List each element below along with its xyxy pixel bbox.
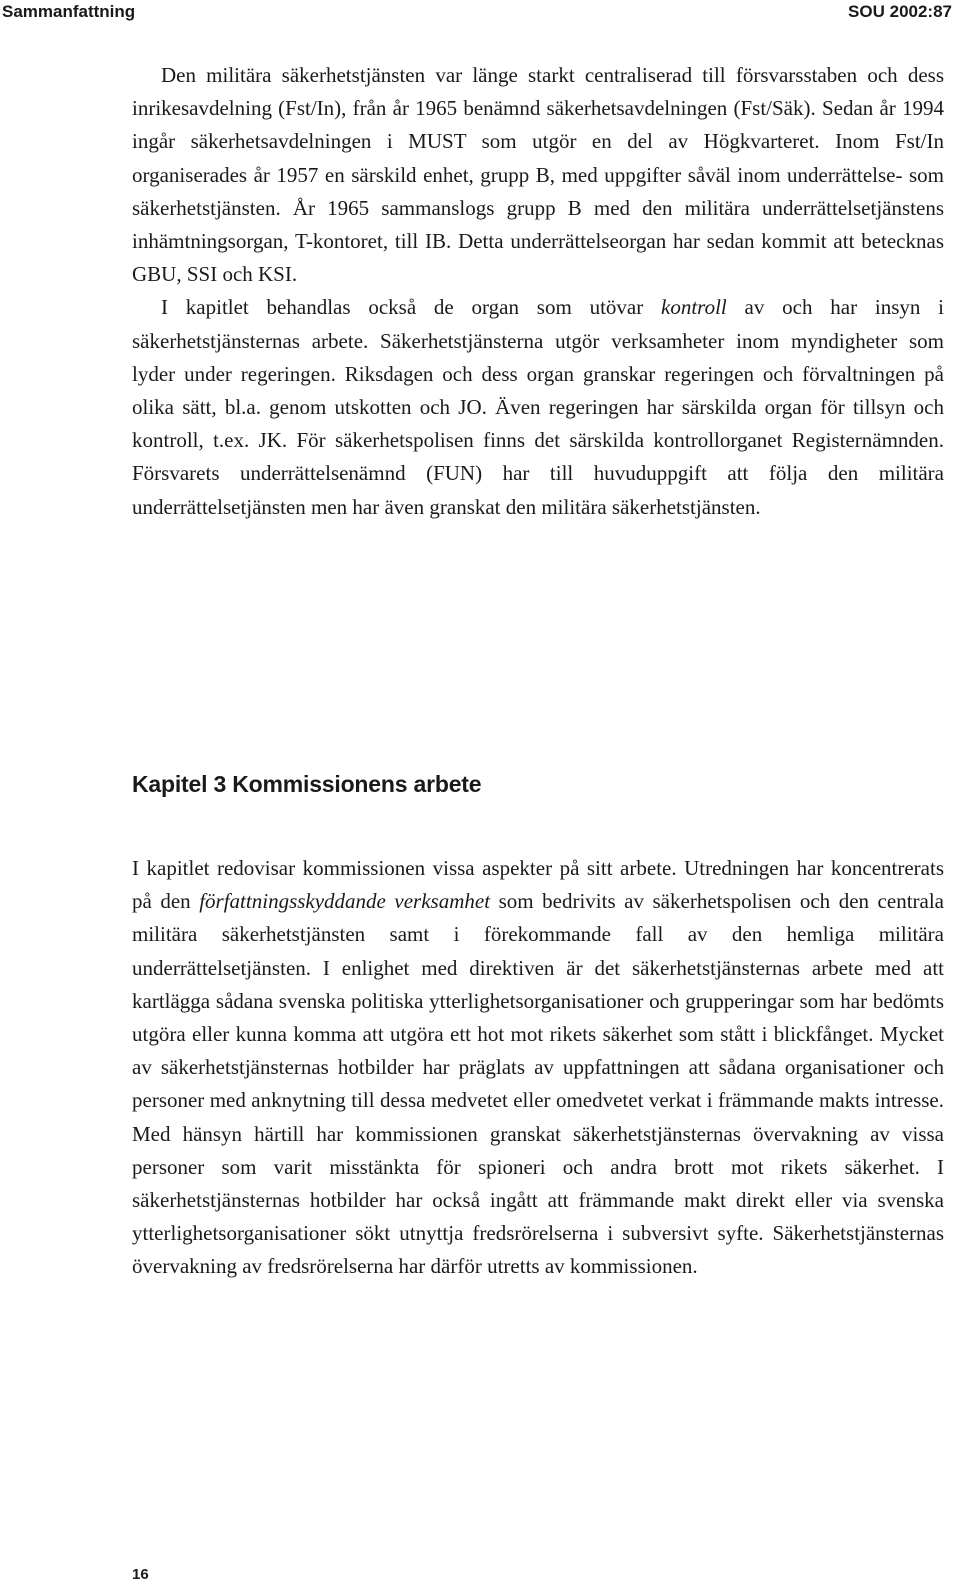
- emphasis-text: kontroll: [661, 295, 727, 320]
- chapter-heading: Kapitel 3 Kommissionens arbete: [132, 771, 482, 797]
- text-run: I kapitlet redovisar kommissionen vissa aspekter på sitt arbete. Utredningen har koncentrerats på den: [132, 856, 944, 914]
- paragraph: [132, 291, 944, 523]
- emphasis-text: författningsskyddande verksamhet: [199, 889, 491, 914]
- paragraph: [132, 852, 944, 1284]
- text-run: I kapitlet behandlas också de organ som utövar: [161, 295, 662, 320]
- section-body: [132, 59, 944, 524]
- page-number: 16: [132, 1566, 149, 1583]
- header-section-title: Sammanfattning: [2, 2, 136, 21]
- text-run: av och har insyn i säkerhetstjänsternas arbete. Säkerhetstjänsterna utgör verksamheter inom myndigheter som lyder under regeringen. Riksdagen och dess organ granskar regeringen och förvaltningen på olika sätt, bl.a. genom utskotten och JO. Även regeringen har särskilda organ för tillsyn och kontroll, t.ex. JK. För säkerhetspolisen finns det särskilda kontrollorganet Registernämnden. Försvarets underrättelsenämnd (FUN) har till huvuduppgift att följa den militära underrättelsetjänsten men har även granskat den militära säkerhetstjänsten.: [132, 295, 944, 519]
- paragraph: Den militära säkerhetstjänsten var länge starkt centraliserad till försvarsstaben och dess inrikesavdelning (Fst/In), från år 1965 benämnd säkerhetsavdelningen (Fst/Säk). Sedan år 1994 ingår säkerhetsavdelningen i MUST som utgör en del av Högkvarteret. Inom Fst/In organiserades år 1957 en särskild enhet, grupp B, med uppgifter såväl inom underrättelse- som säkerhetstjänsten. År 1965 sammanslogs grupp B med den militära underrättelsetjänstens inhämtningsorgan, T-kontoret, till IB. Detta underrättelseorgan har sedan kommit att betecknas GBU, SSI och KSI.: [132, 63, 944, 287]
- text-run: som bedrivits av säkerhetspolisen och den centrala militära säkerhetstjänsten samt i förekommande fall av den hemliga militära underrättelsetjänsten. I enlighet med direktiven är det säkerhetstjänsternas arbete med att kartlägga sådana svenska politiska ytterlighetsorganisationer och grupperingar som har bedömts utgöra eller kunna komma att utgöra ett hot mot rikets säkerhet som stått i blickfånget. Mycket av säkerhetstjänsternas hotbilder har präglats av uppfattningen att sådana organisationer och personer med anknytning till dessa medvetet eller omedvetet verkat i främmande makts intresse. Med hänsyn härtill har kommissionen granskat säkerhetstjänsternas övervakning av vissa personer som varit misstänkta för spioneri och andra brott mot rikets säkerhet. I säkerhetstjänsternas hotbilder har också ingått att främmande makt direkt eller via svenska ytterlighetsorganisationer sökt utnyttja fredsrörelserna i subversivt syfte. Säkerhetstjänsternas övervakning av fredsrörelserna har därför utretts av kommissionen.: [132, 889, 944, 1279]
- header-report-id: SOU 2002:87: [848, 2, 952, 21]
- chapter-body: [132, 852, 944, 1284]
- running-header: [0, 0, 960, 24]
